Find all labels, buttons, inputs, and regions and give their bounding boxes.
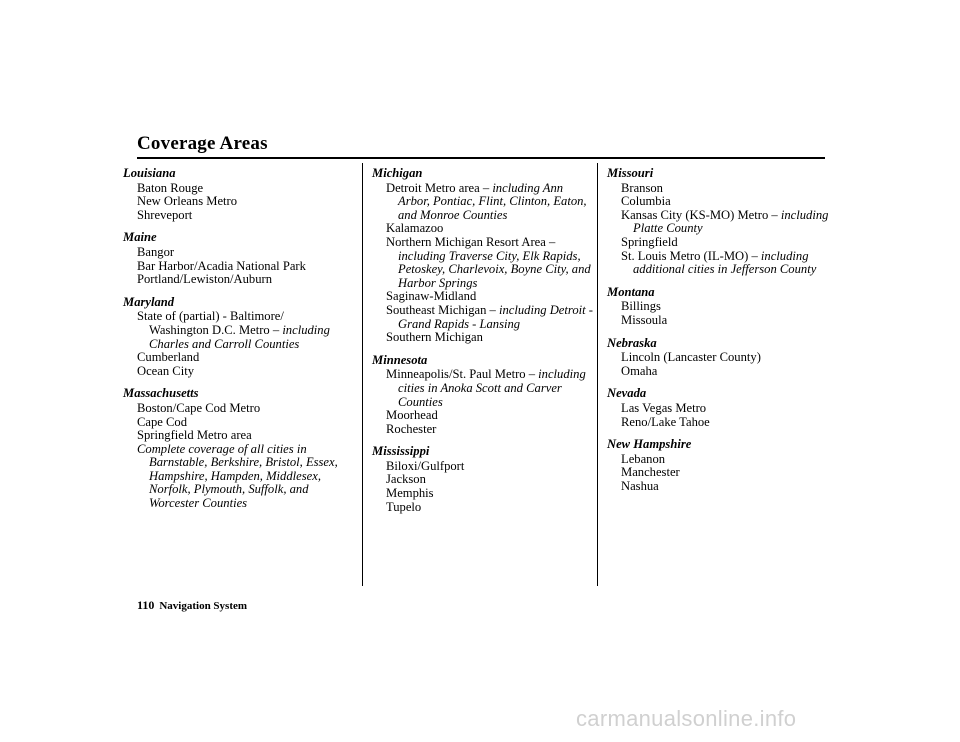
state-heading: Maine [123,230,157,245]
coverage-entry [607,300,829,314]
area-name: Cumberland [137,350,200,365]
area-name: St. Louis Metro (IL-MO) – [621,248,761,263]
area-note: including Detroit - Grand Rapids - Lansing [398,302,593,331]
coverage-entry [607,209,829,236]
area-name: Las Vegas Metro [621,400,707,415]
title-rule [137,157,825,159]
coverage-entry [372,473,594,487]
coverage-entry [607,351,829,365]
coverage-entry [123,246,345,260]
coverage-entry [123,273,345,287]
coverage-entry [372,236,594,290]
state-heading: Minnesota [372,352,428,367]
area-name: Biloxi/Gulfport [386,458,465,473]
area-name: Reno/Lake Tahoe [621,414,710,429]
coverage-column-2 [372,167,594,514]
area-name: Memphis [386,486,434,501]
state-heading: Nebraska [607,335,657,350]
state-heading: Mississippi [372,444,430,459]
watermark-text: carmanualsonline.info [576,706,797,731]
area-name: Bar Harbor/Acadia National Park [137,258,306,273]
state-heading: Montana [607,284,655,299]
page-title: Coverage Areas [137,133,268,154]
area-name: Manchester [621,465,680,480]
area-name: Billings [621,299,661,314]
area-name: Springfield [621,234,678,249]
coverage-entry [607,314,829,328]
area-note: including Charles and Carroll Counties [149,322,330,351]
coverage-entry [123,416,345,430]
coverage-entry [123,402,345,416]
coverage-entry [123,195,345,209]
area-name: Detroit Metro area – [386,180,493,195]
coverage-column-1 [123,167,345,511]
state-heading: New Hampshire [607,437,692,452]
state-heading: Massachusetts [123,386,199,401]
state-heading: Missouri [607,166,654,180]
column-divider [362,163,363,586]
area-name: Bangor [137,244,175,259]
area-name: Shreveport [137,207,193,222]
coverage-entry [372,460,594,474]
state-heading: Michigan [372,166,423,180]
coverage-entry [123,443,345,511]
coverage-entry [607,466,829,480]
area-name: Nashua [621,478,659,493]
area-name: Southeast Michigan – [386,302,499,317]
coverage-entry [607,182,829,196]
area-name: New Orleans Metro [137,194,238,209]
area-name: Cape Cod [137,414,188,429]
coverage-entry [123,260,345,274]
page-footer [137,598,247,613]
column-divider [597,163,598,586]
area-name: Portland/Lewiston/Auburn [137,272,273,287]
page-number: 110 [137,598,155,612]
coverage-entry [123,365,345,379]
area-name: Missoula [621,312,668,327]
coverage-entry [607,195,829,209]
coverage-column-3 [607,167,829,493]
area-name: Jackson [386,472,426,487]
coverage-entry [372,331,594,345]
area-name: Lincoln (Lancaster County) [621,350,761,365]
area-name: Lebanon [621,451,666,466]
area-name: Baton Rouge [137,180,204,195]
area-name: Minneapolis/St. Paul Metro – [386,367,539,382]
area-name: Rochester [386,421,437,436]
area-name: State of (partial) - Baltimore/ Washington D.C. Metro – [137,309,284,337]
area-note: including Ann Arbor, Pontiac, Flint, Clinton, Eaton, and Monroe Counties [398,180,587,222]
coverage-entry [372,501,594,515]
section-name: Navigation System [159,600,248,612]
coverage-entry [123,182,345,196]
coverage-entry [123,429,345,443]
coverage-entry [607,453,829,467]
coverage-entry [372,368,594,409]
area-name: Omaha [621,363,658,378]
coverage-entry [372,182,594,223]
coverage-entry [123,351,345,365]
area-note: including Traverse City, Elk Rapids, Petoskey, Charlevoix, Boyne City, and Harbor Springs [398,248,591,290]
area-note: including additional cities in Jefferson County [633,248,817,277]
area-note: including cities in Anoka Scott and Carver Counties [398,367,586,409]
area-name: Branson [621,180,663,195]
area-name: Boston/Cape Cod Metro [137,400,261,415]
area-name: Moorhead [386,408,438,423]
area-note: including Platte County [633,207,829,236]
coverage-entry [123,310,345,351]
coverage-entry [607,250,829,277]
area-name: Kansas City (KS-MO) Metro – [621,207,781,222]
area-name: Tupelo [386,499,422,514]
area-name: Ocean City [137,363,195,378]
area-name: Northern Michigan Resort Area – [386,234,556,249]
area-name: Southern Michigan [386,330,483,345]
coverage-entry [372,290,594,304]
coverage-entry [372,487,594,501]
area-name: Kalamazoo [386,221,444,236]
coverage-entry [607,402,829,416]
coverage-entry [372,304,594,331]
coverage-entry [123,209,345,223]
area-note: Complete coverage of all cities in Barnstable, Berkshire, Bristol, Essex, Hampshire, Hampden, Middlesex, Norfolk, Plymouth, Suffolk, and Worcester Counties [137,441,338,511]
coverage-entry [372,222,594,236]
coverage-entry [607,480,829,494]
coverage-entry [607,236,829,250]
state-heading: Nevada [607,386,647,401]
coverage-entry [372,423,594,437]
area-name: Springfield Metro area [137,428,252,443]
state-heading: Maryland [123,294,175,309]
coverage-entry [607,416,829,430]
coverage-entry [607,365,829,379]
area-name: Saginaw-Midland [386,289,477,304]
area-name: Columbia [621,194,671,209]
coverage-entry [372,409,594,423]
state-heading: Louisiana [123,166,176,180]
